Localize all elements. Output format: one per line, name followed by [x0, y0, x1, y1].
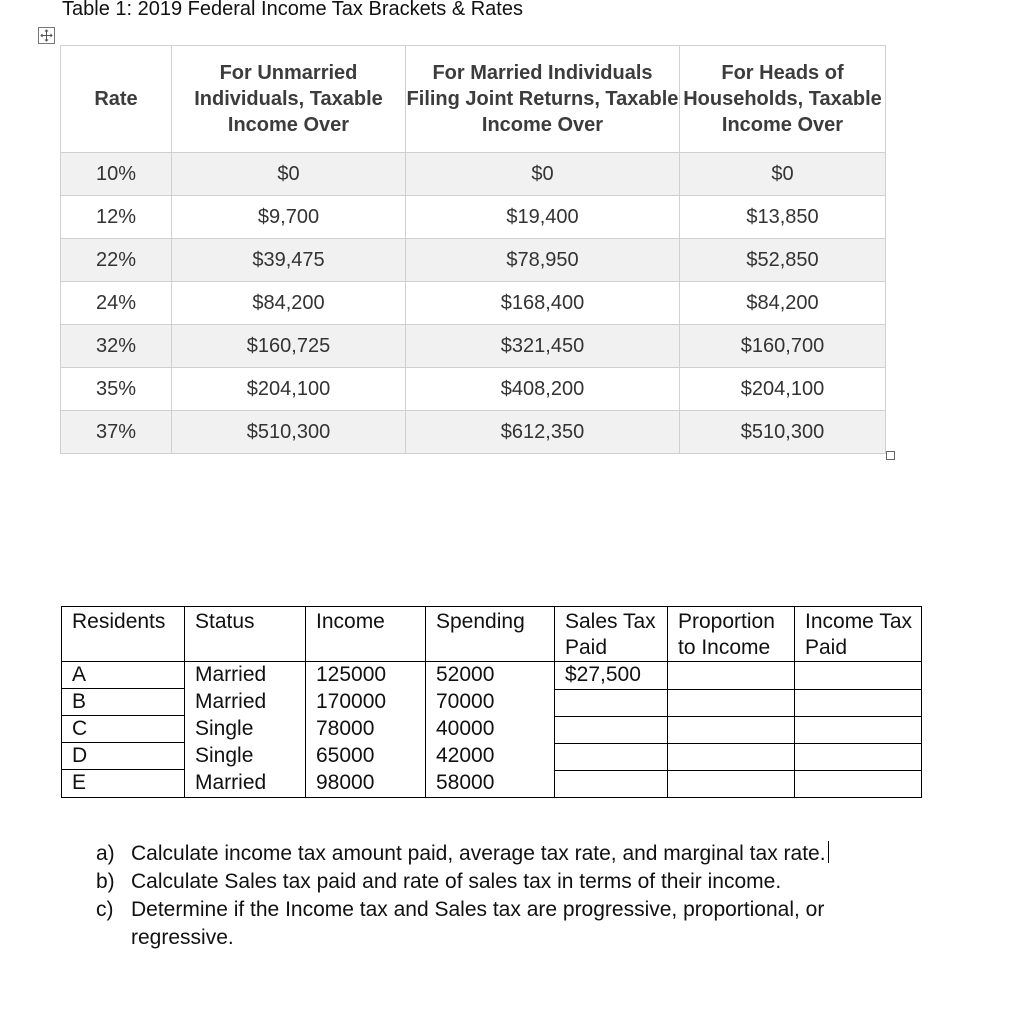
head-household-cell: $160,700 [680, 325, 886, 368]
rate-cell: 12% [61, 196, 172, 239]
question-marker: b) [96, 870, 115, 893]
proportion-cell[interactable] [668, 743, 795, 770]
question-item [96, 868, 916, 896]
income-tax-cell[interactable] [795, 716, 922, 743]
question-list [96, 840, 916, 952]
question-item [96, 840, 916, 868]
resident-label: B [62, 689, 184, 716]
header-income: Income [306, 607, 426, 662]
question-text: Determine if the Income tax and Sales tax are progressive, proportional, or regressive. [131, 898, 825, 949]
rate-cell: 32% [61, 325, 172, 368]
text-cursor [828, 841, 829, 863]
resident-label: E [72, 771, 87, 794]
head-household-cell: $13,850 [680, 196, 886, 239]
income-cell: 65000 [306, 743, 426, 770]
married-cell: $0 [406, 153, 680, 196]
resident-row [62, 743, 922, 770]
resident-row [62, 770, 922, 797]
table-row [61, 411, 886, 454]
spending-cell: 70000 [426, 689, 555, 716]
question-item [96, 896, 916, 952]
unmarried-cell: $39,475 [172, 239, 406, 282]
table-resize-handle[interactable] [886, 451, 895, 460]
table-row [61, 196, 886, 239]
residents-table [61, 606, 922, 798]
resident-cell [62, 743, 185, 770]
married-cell: $321,450 [406, 325, 680, 368]
status-cell: Married [185, 662, 306, 690]
spending-cell: 52000 [426, 662, 555, 690]
resident-label: D [62, 743, 184, 770]
table-row [61, 368, 886, 411]
spending-cell: 58000 [426, 770, 555, 797]
question-text: Calculate Sales tax paid and rate of sales tax in terms of their income. [131, 870, 782, 893]
head-household-cell: $204,100 [680, 368, 886, 411]
question-marker: c) [96, 898, 114, 921]
sales-tax-cell[interactable] [555, 770, 668, 797]
resident-cell [62, 689, 185, 716]
header-rate: Rate [61, 46, 172, 153]
header-spending: Spending [426, 607, 555, 662]
question-marker: a) [96, 842, 115, 865]
unmarried-cell: $510,300 [172, 411, 406, 454]
header-proportion-to-income: Proportion to Income [668, 607, 795, 662]
unmarried-cell: $0 [172, 153, 406, 196]
header-status: Status [185, 607, 306, 662]
married-cell: $408,200 [406, 368, 680, 411]
unmarried-cell: $204,100 [172, 368, 406, 411]
resident-cell [62, 770, 185, 797]
unmarried-cell: $84,200 [172, 282, 406, 325]
status-cell: Single [185, 716, 306, 743]
spending-cell: 42000 [426, 743, 555, 770]
resident-label: A [62, 662, 184, 689]
sales-tax-cell[interactable] [555, 716, 668, 743]
resident-row [62, 689, 922, 716]
unmarried-cell: $9,700 [172, 196, 406, 239]
resident-row [62, 662, 922, 690]
header-residents: Residents [62, 607, 185, 662]
spending-cell: 40000 [426, 716, 555, 743]
proportion-cell[interactable] [668, 770, 795, 797]
rate-cell: 24% [61, 282, 172, 325]
rate-cell: 10% [61, 153, 172, 196]
married-cell: $168,400 [406, 282, 680, 325]
resident-label: C [62, 716, 184, 743]
married-cell: $612,350 [406, 411, 680, 454]
table-row [61, 282, 886, 325]
proportion-cell[interactable] [668, 662, 795, 690]
residents-header-row [62, 607, 922, 662]
head-household-cell: $0 [680, 153, 886, 196]
header-married-joint: For Married Individuals Filing Joint Returns, Taxable Income Over [406, 46, 680, 153]
married-cell: $78,950 [406, 239, 680, 282]
table-header-row [61, 46, 886, 153]
table-caption: Table 1: 2019 Federal Income Tax Brackets & Rates [62, 0, 523, 20]
rate-cell: 37% [61, 411, 172, 454]
income-tax-cell[interactable] [795, 770, 922, 797]
question-text: Calculate income tax amount paid, average tax rate, and marginal tax rate. [131, 842, 826, 865]
resident-row [62, 716, 922, 743]
head-household-cell: $510,300 [680, 411, 886, 454]
head-household-cell: $52,850 [680, 239, 886, 282]
resident-cell [62, 662, 185, 690]
header-income-tax-paid: Income Tax Paid [795, 607, 922, 662]
table-move-icon[interactable] [38, 27, 55, 44]
table-row [61, 325, 886, 368]
income-tax-cell[interactable] [795, 662, 922, 690]
header-heads-of-household: For Heads of Households, Taxable Income Over [680, 46, 886, 153]
income-cell: 98000 [306, 770, 426, 797]
header-unmarried: For Unmarried Individuals, Taxable Income Over [172, 46, 406, 153]
income-cell: 170000 [306, 689, 426, 716]
unmarried-cell: $160,725 [172, 325, 406, 368]
status-cell: Married [185, 770, 306, 797]
table-row [61, 153, 886, 196]
head-household-cell: $84,200 [680, 282, 886, 325]
sales-tax-cell[interactable]: $27,500 [555, 662, 668, 690]
table-row [61, 239, 886, 282]
resident-cell [62, 716, 185, 743]
status-cell: Single [185, 743, 306, 770]
proportion-cell[interactable] [668, 716, 795, 743]
sales-tax-cell[interactable] [555, 743, 668, 770]
income-tax-cell[interactable] [795, 743, 922, 770]
sales-tax-cell[interactable] [555, 689, 668, 716]
tax-brackets-table [60, 45, 886, 454]
header-sales-tax-paid: Sales Tax Paid [555, 607, 668, 662]
income-tax-cell[interactable] [795, 689, 922, 716]
married-cell: $19,400 [406, 196, 680, 239]
rate-cell: 35% [61, 368, 172, 411]
status-cell: Married [185, 689, 306, 716]
income-cell: 125000 [306, 662, 426, 690]
proportion-cell[interactable] [668, 689, 795, 716]
rate-cell: 22% [61, 239, 172, 282]
income-cell: 78000 [306, 716, 426, 743]
